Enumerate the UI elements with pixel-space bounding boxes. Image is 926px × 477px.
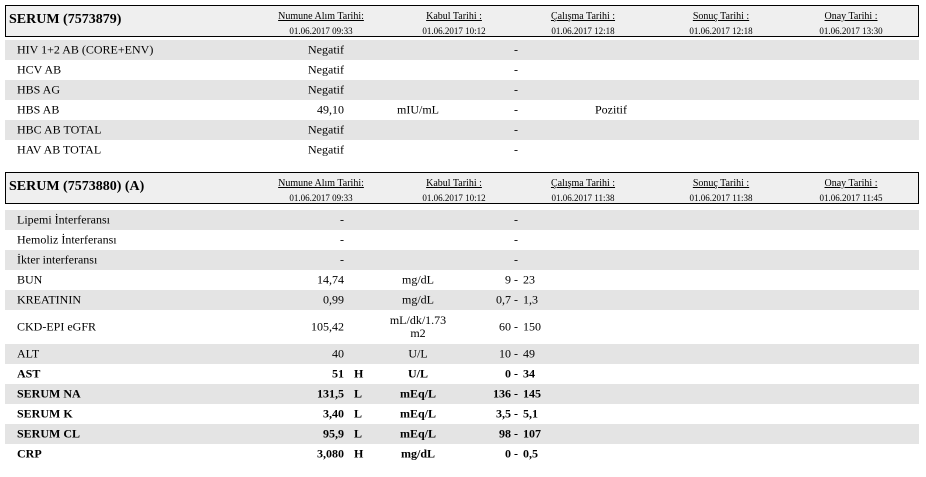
test-value: - — [340, 232, 344, 247]
accept-date-value: 01.06.2017 10:12 — [422, 26, 486, 36]
test-value: Negatif — [308, 82, 344, 97]
result-date — [651, 178, 791, 204]
test-value: 105,42 — [311, 319, 344, 334]
test-value: - — [340, 252, 344, 267]
approval-date-value: 01.06.2017 11:45 — [819, 193, 883, 203]
reference-low: - — [514, 102, 518, 117]
abnormal-flag: H — [354, 366, 364, 381]
test-value: 40 — [332, 346, 344, 361]
reference-low: - — [514, 142, 518, 157]
test-value: 51 — [332, 366, 344, 381]
abnormal-flag: L — [354, 426, 363, 441]
test-unit: mg/dL — [402, 292, 434, 307]
result-row — [5, 404, 919, 424]
result-row — [5, 140, 919, 160]
approval-date — [781, 11, 921, 37]
test-name: ALT — [17, 346, 40, 361]
reference-high: 150 — [523, 319, 541, 334]
reference-low: - — [514, 42, 518, 57]
approval-date-value: 01.06.2017 13:30 — [819, 26, 883, 36]
result-row — [5, 250, 919, 270]
test-name: HCV AB — [17, 62, 62, 77]
test-unit: mEq/L — [399, 386, 436, 401]
test-value: 14,74 — [317, 272, 344, 287]
test-name: HIV 1+2 AB (CORE+ENV) — [17, 42, 154, 57]
accept-date — [384, 11, 524, 37]
result-date — [651, 11, 791, 37]
approval-date — [781, 178, 921, 204]
test-name: HAV AB TOTAL — [17, 142, 102, 157]
work-date-value: 01.06.2017 12:18 — [551, 26, 615, 36]
result-row — [5, 444, 919, 464]
test-value: Negatif — [308, 42, 344, 57]
test-name: Lipemi İnterferansı — [17, 212, 110, 227]
work-date — [513, 11, 653, 37]
lab-section-serum-7573880 — [5, 172, 919, 464]
work-date-value: 01.06.2017 11:38 — [551, 193, 615, 203]
result-row — [5, 270, 919, 290]
result-row — [5, 230, 919, 250]
abnormal-flag: L — [354, 406, 363, 421]
result-row — [5, 120, 919, 140]
work-date — [513, 178, 653, 204]
test-unit: mEq/L — [399, 426, 436, 441]
section-header — [5, 5, 919, 37]
reference-low: - — [514, 252, 518, 267]
accept-date-label: Kabul Tarihi : — [426, 11, 482, 22]
reference-high: 34 — [523, 366, 535, 381]
approval-date-label: Onay Tarihi : — [824, 11, 878, 22]
test-unit: mg/dL — [400, 446, 435, 461]
test-unit: U/L — [407, 366, 428, 381]
result-row — [5, 80, 919, 100]
test-name: CRP — [17, 446, 42, 461]
result-row — [5, 344, 919, 364]
test-value: 3,080 — [317, 446, 344, 461]
section-title: SERUM (7573879) — [9, 12, 122, 27]
test-value: Negatif — [308, 62, 344, 77]
test-value: - — [340, 212, 344, 227]
section-header — [5, 172, 919, 204]
test-name: İkter interferansı — [17, 252, 98, 267]
result-date-value: 01.06.2017 12:18 — [689, 26, 753, 36]
reference-low: 3,5 - — [496, 406, 518, 421]
result-row — [5, 60, 919, 80]
result-date-label: Sonuç Tarihi : — [692, 178, 750, 189]
test-value: Negatif — [308, 142, 344, 157]
test-value: 3,40 — [323, 406, 344, 421]
result-row — [5, 384, 919, 404]
result-row — [5, 424, 919, 444]
test-unit: mEq/L — [399, 406, 436, 421]
test-unit: mIU/mL — [397, 102, 439, 117]
sample-date — [251, 178, 391, 204]
sample-date-label: Numune Alım Tarihi: — [278, 178, 364, 189]
reference-low: - — [514, 122, 518, 137]
test-name: SERUM NA — [17, 386, 81, 401]
test-name: Hemoliz İnterferansı — [17, 232, 117, 247]
accept-date-label: Kabul Tarihi : — [426, 178, 482, 189]
reference-high: 0,5 — [523, 446, 538, 461]
reference-high: 107 — [523, 426, 541, 441]
test-interpretation: Pozitif — [595, 102, 627, 117]
abnormal-flag: H — [354, 446, 364, 461]
test-value: 131,5 — [317, 386, 344, 401]
test-name: KREATININ — [17, 292, 81, 307]
lab-section-serum-7573879 — [5, 5, 919, 160]
test-value: 49,10 — [317, 102, 344, 117]
result-row — [5, 40, 919, 60]
test-name: AST — [17, 366, 41, 381]
reference-high: 5,1 — [523, 406, 538, 421]
test-value: 0,99 — [323, 292, 344, 307]
reference-low: 98 - — [499, 426, 518, 441]
approval-date-label: Onay Tarihi : — [824, 178, 878, 189]
reference-low: - — [514, 212, 518, 227]
reference-low: 136 - — [493, 386, 518, 401]
reference-low: 0,7 - — [496, 292, 518, 307]
reference-low: - — [514, 62, 518, 77]
result-date-label: Sonuç Tarihi : — [692, 11, 750, 22]
reference-low: 9 - — [505, 272, 518, 287]
reference-high: 49 — [523, 346, 535, 361]
test-name: SERUM K — [17, 406, 73, 421]
result-row — [5, 310, 919, 344]
test-name: HBS AB — [17, 102, 60, 117]
result-date-value: 01.06.2017 11:38 — [689, 193, 753, 203]
test-unit: U/L — [408, 346, 428, 361]
reference-low: - — [514, 232, 518, 247]
sample-date-value: 01.06.2017 09:33 — [289, 26, 353, 36]
reference-low: 0 - — [505, 366, 518, 381]
reference-high: 23 — [523, 272, 535, 287]
result-row — [5, 364, 919, 384]
test-unit: mg/dL — [402, 272, 434, 287]
reference-low: - — [514, 82, 518, 97]
accept-date-value: 01.06.2017 10:12 — [422, 193, 486, 203]
test-name: HBC AB TOTAL — [17, 122, 102, 137]
test-unit: mL/dk/1.73 m2 — [389, 313, 447, 340]
test-value: Negatif — [308, 122, 344, 137]
work-date-label: Çalışma Tarihi : — [550, 11, 616, 22]
result-row — [5, 100, 919, 120]
sample-date-value: 01.06.2017 09:33 — [289, 193, 353, 203]
work-date-label: Çalışma Tarihi : — [550, 178, 616, 189]
sample-date — [251, 11, 391, 37]
abnormal-flag: L — [354, 386, 363, 401]
result-row — [5, 290, 919, 310]
reference-low: 60 - — [499, 319, 518, 334]
section-title: SERUM (7573880) (A) — [9, 179, 145, 194]
test-name: SERUM CL — [17, 426, 81, 441]
test-name: BUN — [17, 272, 43, 287]
test-name: HBS AG — [17, 82, 61, 97]
test-name: CKD-EPI eGFR — [17, 319, 97, 334]
reference-low: 0 - — [505, 446, 518, 461]
test-value: 95,9 — [323, 426, 344, 441]
reference-high: 145 — [523, 386, 541, 401]
sample-date-label: Numune Alım Tarihi: — [278, 11, 364, 22]
reference-high: 1,3 — [523, 292, 538, 307]
result-row — [5, 210, 919, 230]
accept-date — [384, 178, 524, 204]
reference-low: 10 - — [499, 346, 518, 361]
